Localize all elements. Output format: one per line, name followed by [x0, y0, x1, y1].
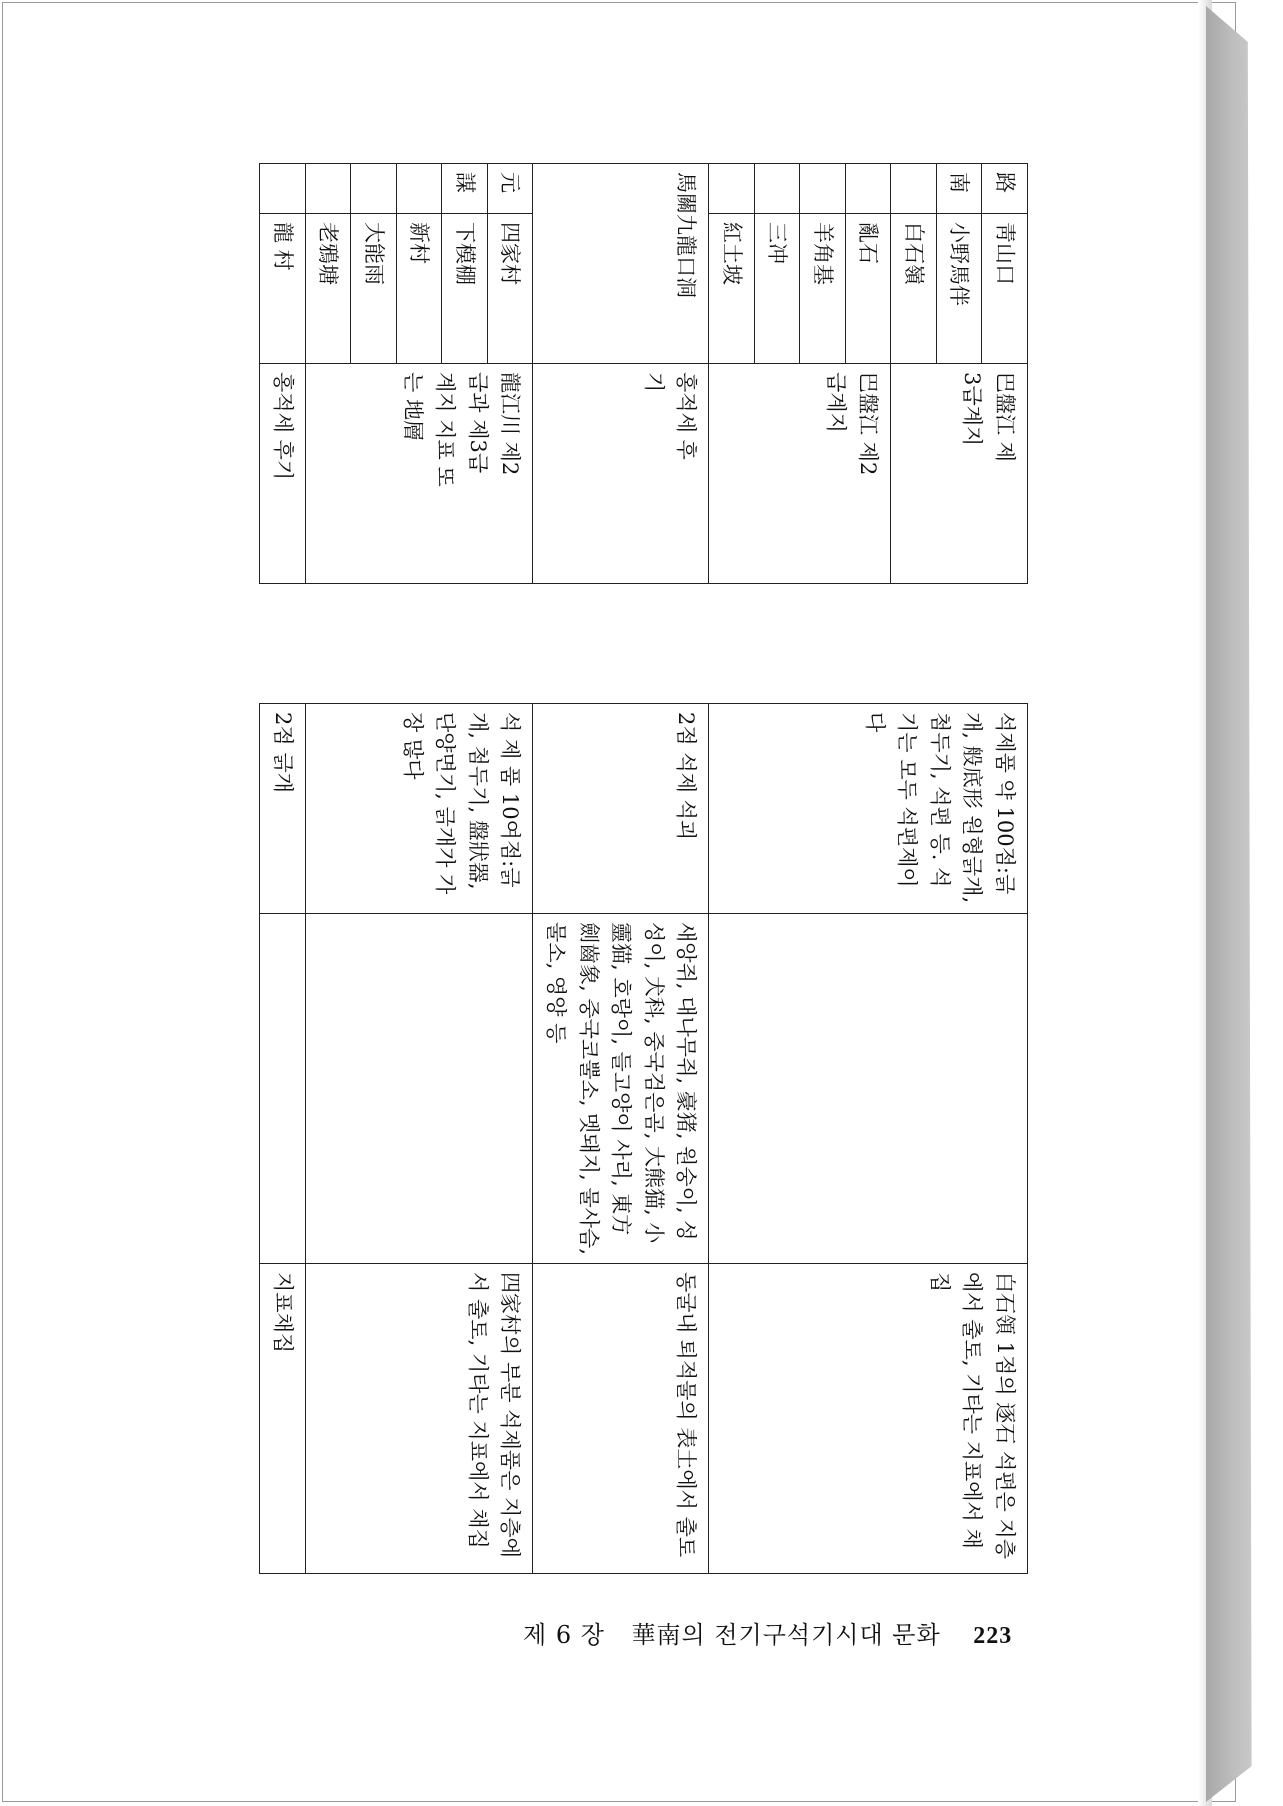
- site-cell: 馬關九龍口洞: [533, 164, 709, 364]
- fauna-cell: [709, 914, 1028, 1264]
- artifacts-cell: 석 제 품 10여점:긁개, 첨두기, 盤狀器, 단양면기, 긁개가 가장 많다: [305, 704, 533, 914]
- chapter-title: 華南의 전기구석기시대 문화: [631, 1621, 941, 1649]
- artifacts-cell: 석제품 약 100점:긁개, 般底形 원형긁개, 첨두기, 석편 등. 석기는 모두 석편제이다: [709, 704, 1028, 914]
- region-cell: [396, 164, 442, 214]
- site-cell: 老鴉塘: [305, 214, 351, 364]
- site-cell: 紅土坡: [709, 214, 755, 364]
- notes-cell: 지표채집: [260, 1264, 306, 1574]
- page-number: 223: [973, 1623, 1013, 1649]
- region-cell: [305, 164, 351, 214]
- stratum-cell: 홍적세 후기: [260, 364, 306, 584]
- book-spine: [1206, 6, 1282, 1802]
- region-cell: [260, 164, 306, 214]
- region-cell: [845, 164, 891, 214]
- site-cell: 新村: [396, 214, 442, 364]
- region-cell: [351, 164, 397, 214]
- region-cell: 路: [982, 164, 1028, 214]
- spacer-cell: [260, 584, 306, 704]
- notes-cell: 동굴내 퇴적물의 表土에서 출토: [533, 1264, 709, 1574]
- site-cell: 小野馬伴: [936, 214, 982, 364]
- fauna-cell: [260, 914, 306, 1264]
- region-cell: [754, 164, 800, 214]
- site-cell: 三冲: [754, 214, 800, 364]
- stratum-cell: 巴盤江 제 3급계지: [891, 364, 1028, 584]
- region-cell: 謀: [442, 164, 488, 214]
- fauna-cell: [305, 914, 533, 1264]
- fauna-cell: 새앙쥐, 대나무쥐, 豪猪, 원숭이, 성성이, 犬科, 중국검은곰, 大熊猫, 小靈猫, 호랑이, 들고양이 사리, 東方劍齒象, 중국코뿔소, 멧돼지, 물사슴, 물소, 영양 등: [533, 914, 709, 1264]
- site-cell: 四家村: [487, 214, 533, 364]
- table-row: [533, 164, 709, 1574]
- notes-cell: 白石領 1점의 逐石 석편은 지층에서 출토, 기타는 지표에서 채집: [709, 1264, 1028, 1574]
- chapter-label: 제 6 장: [523, 1621, 605, 1649]
- notes-cell: 四家村의 부분 석제품은 지층에서 출토, 기타는 지표에서 채집: [305, 1264, 533, 1574]
- site-cell: 亂石: [845, 214, 891, 364]
- region-cell: [709, 164, 755, 214]
- site-cell: 龍 村: [260, 214, 306, 364]
- spacer-cell: [305, 584, 533, 704]
- table-row: [982, 164, 1028, 1574]
- site-table: [259, 163, 1028, 1574]
- site-cell: 羊角基: [800, 214, 846, 364]
- region-cell: 南: [936, 164, 982, 214]
- table-row: [487, 164, 533, 1574]
- spacer-cell: [709, 584, 1028, 704]
- site-cell: 下模棚: [442, 214, 488, 364]
- site-cell: 大能雨: [351, 214, 397, 364]
- region-cell: 元: [487, 164, 533, 214]
- table-row: [260, 164, 306, 1574]
- page-footer: [523, 1615, 1023, 1651]
- spacer-cell: [533, 584, 709, 704]
- artifacts-cell: 2점 긁개: [260, 704, 306, 914]
- site-cell: 白石嶺: [891, 214, 937, 364]
- stratum-cell: 龍江川 제2 급과 제3급 계지 지표 또 는 地層: [305, 364, 533, 584]
- artifacts-cell: 2점 석제 석괴: [533, 704, 709, 914]
- site-cell: 靑山口: [982, 214, 1028, 364]
- rotated-table-area: [163, 163, 1028, 1573]
- region-cell: [800, 164, 846, 214]
- stratum-cell: 홍적세 후 기: [533, 364, 709, 584]
- region-cell: [891, 164, 937, 214]
- stratum-cell: 巴盤江 제2 급계지: [709, 364, 891, 584]
- book-page: [2, 2, 1236, 1802]
